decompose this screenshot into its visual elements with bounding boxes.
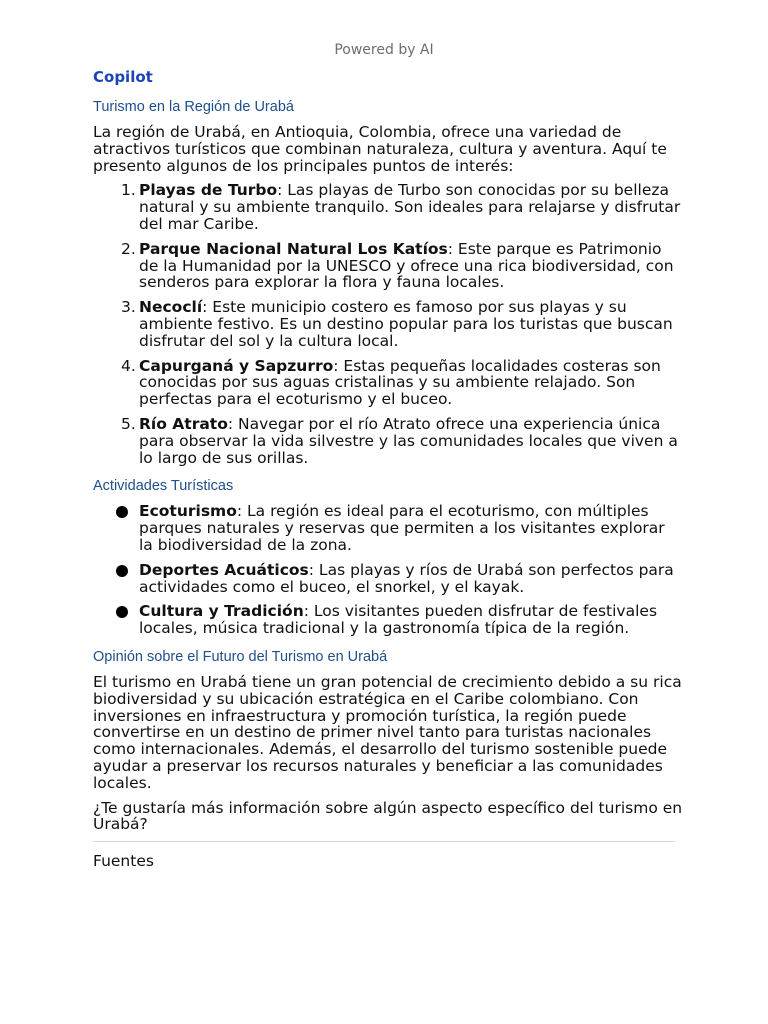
bullet-icon (116, 606, 128, 618)
powered-by-label: Powered by AI (334, 42, 434, 58)
list-item (93, 562, 683, 596)
list-number: 3. (121, 298, 136, 317)
item-title: Playas de Turbo (139, 181, 278, 200)
list-item (93, 503, 683, 553)
list-item (93, 299, 683, 349)
list-number: 1. (121, 181, 136, 200)
list-number: 4. (121, 356, 136, 375)
item-title: Parque Nacional Natural Los Katíos (139, 239, 448, 258)
opinion-paragraph: El turismo en Urabá tiene un gran potencial de crecimiento debido a su rica biodiversidad y su ubicación estratégica en el Caribe colombiano. Con inversiones en infraestructura y promoción turística, la región puede convertirse en un destino de primer nivel tanto para turistas nacionales como internacionales. Además, el desarrollo del turismo sostenible puede ayudar a preservar los recursos naturales y beneficiar a las comunidades locales. (93, 672, 682, 792)
item-text: : Los visitantes pueden disfrutar de festivales locales, música tradicional y la gastronomía típica de la región. (139, 602, 658, 638)
list-number: 5. (121, 414, 136, 433)
item-title: Río Atrato (139, 414, 228, 433)
item-text: : Este parque es Patrimonio de la Humanidad por la UNESCO y ofrece una rica biodiversidad, con senderos para explorar la flora y fauna locales. (139, 239, 674, 292)
list-item (93, 182, 683, 232)
points-of-interest-list (93, 182, 683, 466)
section-heading-turismo: Turismo en la Región de Urabá (93, 99, 294, 115)
list-item (93, 603, 683, 637)
list-item (93, 241, 683, 291)
item-title: Deportes Acuáticos (139, 560, 309, 579)
response-content (93, 99, 683, 870)
section-heading-actividades: Actividades Turísticas (93, 478, 234, 495)
item-text: : Navegar por el río Atrato ofrece una experiencia única para observar la vida silvestre y las comunidades locales que viven a lo largo de sus orillas. (139, 414, 678, 467)
list-item (93, 358, 683, 408)
bullet-icon (116, 506, 128, 518)
assistant-name: Copilot (93, 68, 153, 86)
sources-label[interactable]: Fuentes (93, 852, 154, 871)
divider (93, 841, 675, 842)
section-heading-opinion: Opinión sobre el Futuro del Turismo en Urabá (93, 648, 388, 665)
item-text: : Las playas y ríos de Urabá son perfectos para actividades como el buceo, el snorkel, y el kayak. (139, 560, 674, 596)
item-title: Ecoturismo (139, 502, 237, 521)
item-text: : Estas pequeñas localidades costeras son conocidas por sus aguas cristalinas y su ambiente relajado. Son perfectas para el ecoturismo y el buceo. (139, 356, 661, 409)
bullet-icon (116, 565, 128, 577)
item-title: Capurganá y Sapzurro (139, 356, 334, 375)
item-text: : Las playas de Turbo son conocidas por su belleza natural y su ambiente tranquilo. Son ideales para relajarse y disfrutar del mar Caribe. (139, 181, 681, 233)
item-text: : Este municipio costero es famoso por sus playas y su ambiente festivo. Es un destino popular para los turistas que buscan disfrutar del sol y la cultura local. (139, 298, 673, 350)
list-number: 2. (121, 239, 136, 258)
intro-paragraph: La región de Urabá, en Antioquia, Colombia, ofrece una variedad de atractivos turísticos que combinan naturaleza, cultura y aventura. Aquí te presento algunos de los principales puntos de interés: (93, 123, 667, 175)
follow-up-question: ¿Te gustaría más información sobre algún aspecto específico del turismo en Urabá? (93, 798, 683, 834)
item-title: Cultura y Tradición (139, 602, 304, 621)
item-title: Necoclí (139, 298, 203, 317)
item-text: : La región es ideal para el ecoturismo, con múltiples parques naturales y reservas que permiten a los visitantes explorar la biodiversidad de la zona. (139, 502, 665, 554)
list-item (93, 416, 683, 466)
activities-list (93, 503, 683, 637)
